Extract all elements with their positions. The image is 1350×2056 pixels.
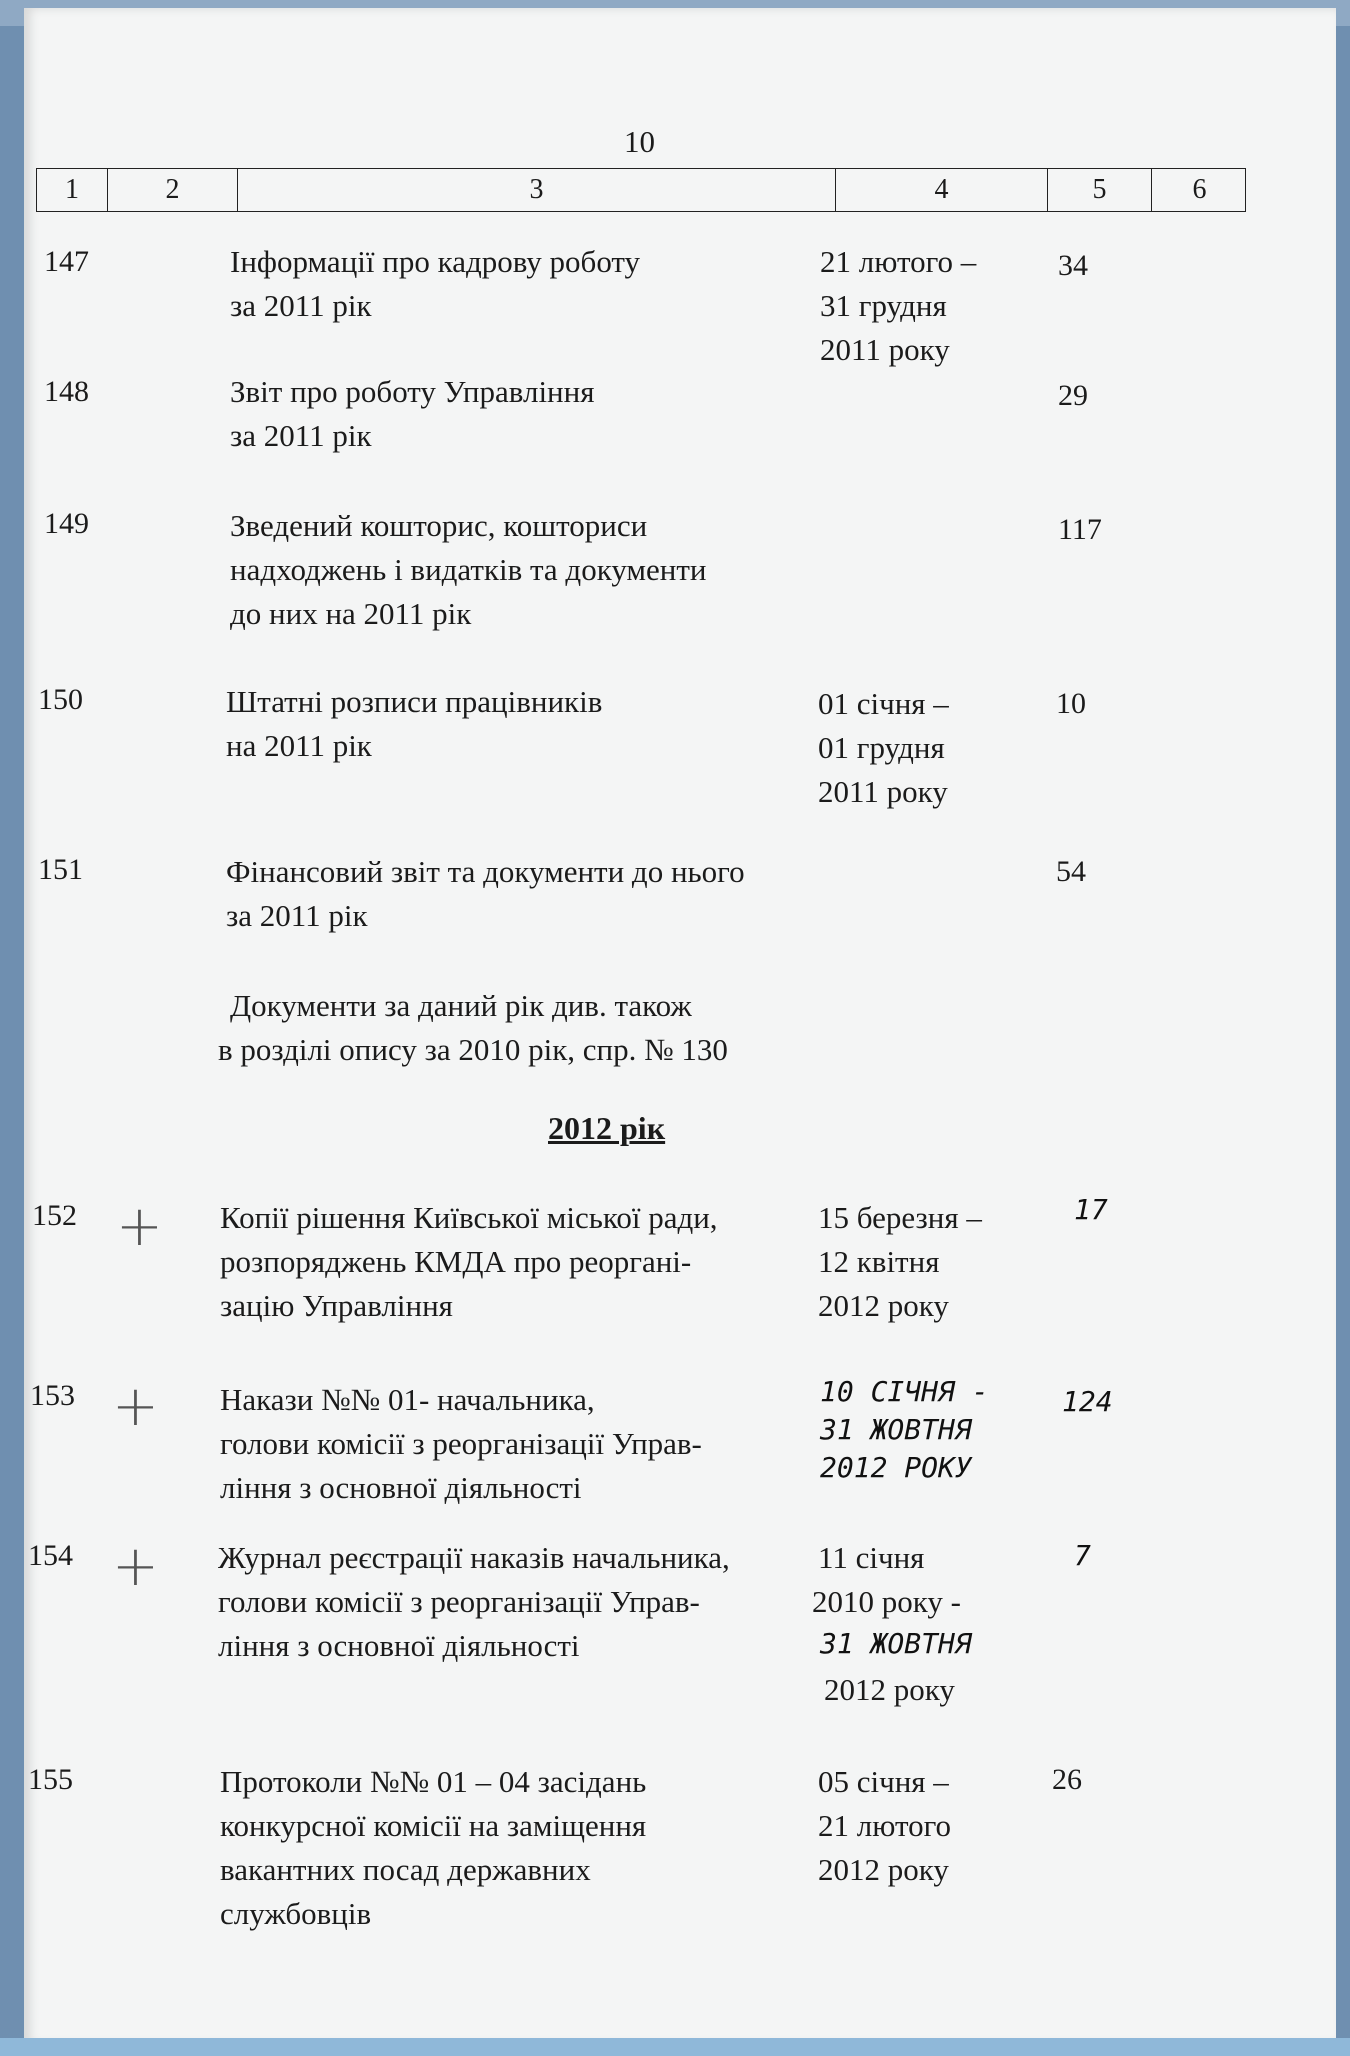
record-title-line: за 2011 рік bbox=[230, 288, 372, 323]
record-date-line: 21 лютого – bbox=[820, 244, 977, 279]
record-number: 155 bbox=[28, 1763, 73, 1796]
record-date-line: 11 січня bbox=[818, 1540, 925, 1575]
record-title-line: службовців bbox=[220, 1896, 372, 1931]
column-header-2: 2 bbox=[107, 169, 237, 211]
record-title-line: до них на 2011 рік bbox=[230, 596, 472, 631]
record-sheets-handwritten: 7 bbox=[1074, 1539, 1091, 1572]
record-title-line: вакантних посад державних bbox=[220, 1852, 591, 1887]
record-title-line: за 2011 рік bbox=[230, 418, 372, 453]
record-date-line: 01 грудня bbox=[818, 730, 945, 765]
column-header-5: 5 bbox=[1047, 169, 1151, 211]
record-number: 154 bbox=[28, 1539, 73, 1572]
record-date-handwritten: 2012 РОКУ bbox=[820, 1451, 972, 1484]
record-date-line: 12 квітня bbox=[818, 1244, 940, 1279]
record-number: 150 bbox=[38, 683, 83, 716]
record-sheets-handwritten: 17 bbox=[1074, 1193, 1108, 1226]
record-date-line: 05 січня – bbox=[818, 1764, 949, 1799]
cross-reference-note-line: в розділі опису за 2010 рік, спр. № 130 bbox=[218, 1032, 728, 1067]
record-date-handwritten: 10 СІЧНЯ - bbox=[820, 1375, 989, 1408]
record-title-line: Накази №№ 01- начальника, bbox=[220, 1382, 595, 1417]
record-date-line: 15 березня – bbox=[818, 1200, 982, 1235]
record-title-line: на 2011 рік bbox=[226, 728, 372, 763]
record-title-line: Журнал реєстрації наказів начальника, bbox=[218, 1540, 730, 1575]
record-date-line: 2012 року bbox=[818, 1288, 949, 1323]
column-header-3: 3 bbox=[237, 169, 835, 211]
document-page bbox=[24, 8, 1336, 2044]
cross-reference-note-line: Документи за даний рік див. також bbox=[230, 988, 692, 1023]
record-date-line: 2011 року bbox=[818, 774, 948, 809]
handwritten-check-mark: + bbox=[112, 1374, 159, 1439]
record-title-line: надходжень і видатків та документи bbox=[230, 552, 707, 587]
record-number: 151 bbox=[38, 853, 83, 886]
record-title-line: Протоколи №№ 01 – 04 засідань bbox=[220, 1764, 647, 1799]
column-header-1: 1 bbox=[65, 174, 79, 205]
record-title-line: Фінансовий звіт та документи до нього bbox=[226, 854, 745, 889]
record-date-line: 2012 року bbox=[818, 1852, 949, 1887]
record-sheets: 26 bbox=[1052, 1763, 1082, 1796]
record-title-line: конкурсної комісії на заміщення bbox=[220, 1808, 647, 1843]
record-date-line: 21 лютого bbox=[818, 1808, 952, 1843]
column-header-row bbox=[36, 168, 1246, 212]
record-title-line: Звіт про роботу Управління bbox=[230, 374, 595, 409]
bleed-through bbox=[224, 338, 232, 372]
record-number: 147 bbox=[44, 245, 89, 278]
record-number: 153 bbox=[30, 1379, 75, 1412]
record-sheets: 117 bbox=[1058, 513, 1102, 546]
record-date-handwritten: 31 ЖОВТНЯ bbox=[820, 1413, 972, 1446]
record-title-line: Інформації про кадрову роботу bbox=[230, 244, 641, 279]
record-title-line: ління з основної діяльності bbox=[218, 1628, 580, 1663]
record-sheets: 10 bbox=[1056, 687, 1086, 720]
record-title-line: Зведений кошторис, кошториси bbox=[230, 508, 648, 543]
record-title-line: за 2011 рік bbox=[226, 898, 368, 933]
record-date-line: 2011 року bbox=[820, 332, 950, 367]
desk-background-bottom bbox=[0, 2038, 1350, 2056]
handwritten-check-mark: + bbox=[112, 1534, 159, 1599]
record-date-handwritten: 31 ЖОВТНЯ bbox=[820, 1627, 972, 1660]
record-sheets: 34 bbox=[1058, 249, 1088, 282]
record-title-line: розпоряджень КМДА про реоргані- bbox=[220, 1244, 692, 1279]
record-title-line: зацію Управління bbox=[220, 1288, 453, 1323]
record-sheets-handwritten: 124 bbox=[1062, 1385, 1113, 1418]
record-number: 152 bbox=[32, 1199, 77, 1232]
record-date-line: 01 січня – bbox=[818, 686, 949, 721]
column-header-6: 6 bbox=[1151, 169, 1247, 211]
column-header-4: 4 bbox=[835, 169, 1047, 211]
year-section-heading: 2012 рік bbox=[548, 1110, 666, 1146]
record-title-line: голови комісії з реорганізації Управ- bbox=[218, 1584, 700, 1619]
handwritten-check-mark: + bbox=[116, 1194, 163, 1259]
record-date-line: 2012 року bbox=[824, 1672, 955, 1707]
record-title-line: голови комісії з реорганізації Управ- bbox=[220, 1426, 702, 1461]
record-title-line: ління з основної діяльності bbox=[220, 1470, 582, 1505]
record-number: 149 bbox=[44, 507, 89, 540]
record-title-line: Копії рішення Київської міської ради, bbox=[220, 1200, 718, 1235]
page-number: 10 bbox=[624, 124, 655, 159]
record-sheets: 54 bbox=[1056, 855, 1086, 888]
record-date-line: 31 грудня bbox=[820, 288, 947, 323]
record-sheets: 29 bbox=[1058, 379, 1088, 412]
record-title-line: Штатні розписи працівників bbox=[226, 684, 603, 719]
record-number: 148 bbox=[44, 375, 89, 408]
record-date-line: 2010 року - bbox=[812, 1584, 961, 1619]
